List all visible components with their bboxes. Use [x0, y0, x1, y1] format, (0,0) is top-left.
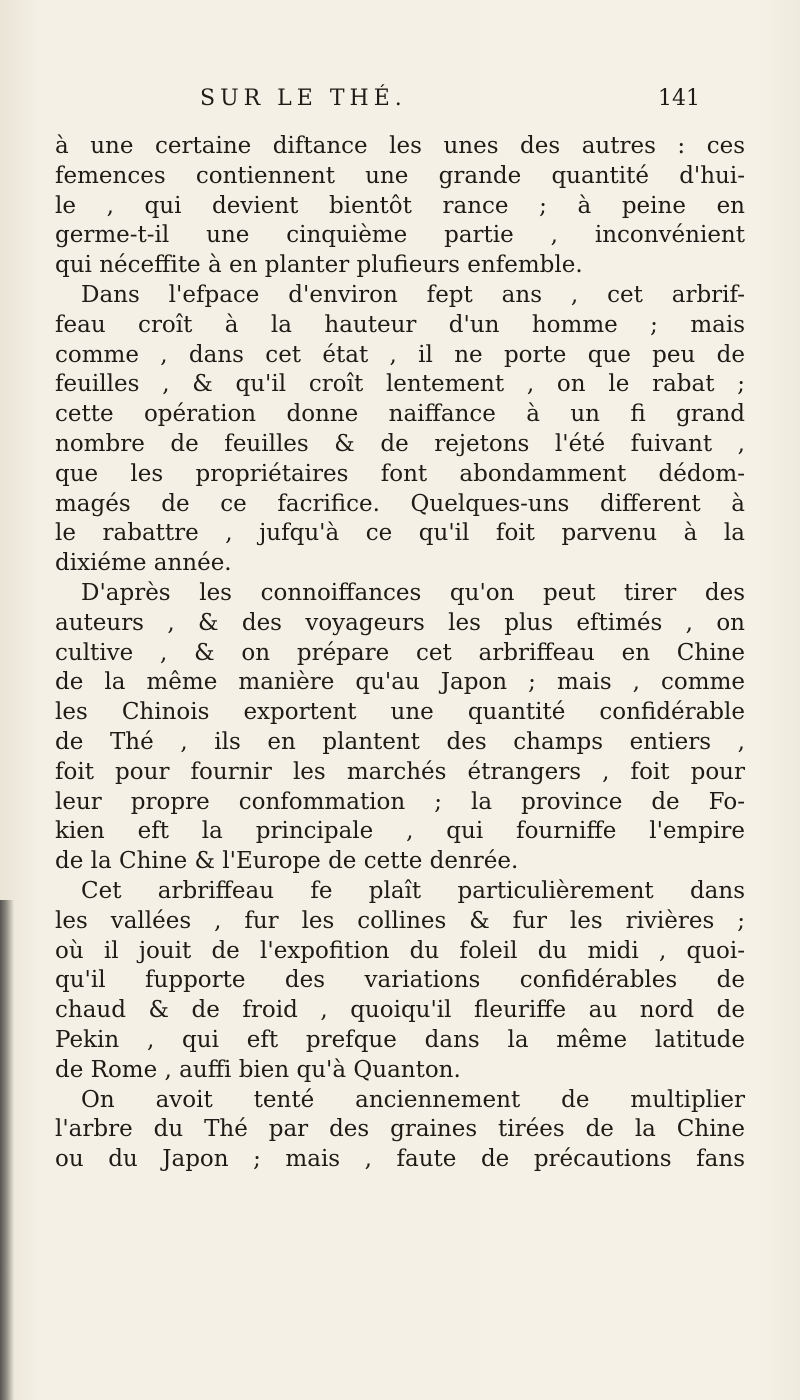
text-line: dixiéme année. — [55, 550, 232, 577]
paragraph-first-line: Dans l'efpace d'environ fept ans , cet arbrif- — [81, 281, 745, 308]
paragraph-first-line: D'après les connoiffances qu'on peut tirer des — [81, 579, 745, 606]
page-header — [200, 86, 700, 116]
text-line: cette opération donne naiffance à un fi grand — [55, 401, 745, 428]
text-line: ou du Japon ; mais , faute de précautions fans — [55, 1146, 745, 1173]
paragraph-first-line: On avoit tenté anciennement de multiplier — [81, 1086, 745, 1113]
text-line: feuilles , & qu'il croît lentement , on le rabat ; — [55, 371, 745, 398]
text-line: le rabattre , jufqu'à ce qu'il foit parvenu à la — [55, 520, 745, 547]
text-line: qu'il fupporte des variations confidérables de — [55, 967, 745, 994]
body-text — [55, 132, 745, 1175]
text-line: qui néceffite à en planter plufieurs enfemble. — [55, 252, 583, 279]
text-line: à une certaine diftance les unes des autres : ces — [55, 133, 745, 159]
text-line: le , qui devient bientôt rance ; à peine en — [55, 192, 745, 219]
text-line: foit pour fournir les marchés étrangers , foit pour — [55, 758, 745, 785]
text-line: où il jouit de l'expofition du foleil du midi , quoi- — [55, 937, 745, 964]
text-line: que les propriétaires font abondamment dédom- — [55, 460, 745, 487]
text-line: kien eft la principale , qui fourniffe l'empire — [55, 818, 745, 845]
text-line: les vallées , fur les collines & fur les rivières ; — [55, 907, 745, 934]
binding-shadow — [0, 900, 14, 1400]
text-line: magés de ce facrifice. Quelques-uns different à — [55, 490, 745, 517]
text-line: auteurs , & des voyageurs les plus eftimés , on — [55, 609, 745, 636]
text-line: leur propre confommation ; la province de Fo- — [55, 788, 745, 815]
text-line: feau croît à la hauteur d'un homme ; mais — [55, 311, 745, 338]
text-line: cultive , & on prépare cet arbriffeau en Chine — [55, 639, 745, 666]
text-line: germe-t-il une cinquième partie , inconvénient — [55, 222, 745, 249]
text-line: chaud & de froid , quoiqu'il fleuriffe au nord de — [55, 997, 745, 1024]
text-line: les Chinois exportent une quantité confidérable — [55, 699, 745, 726]
text-line: de la Chine & l'Europe de cette denrée. — [55, 848, 519, 875]
text-line: de la même manière qu'au Japon ; mais , comme — [55, 669, 745, 696]
paragraph-first-line: Cet arbriffeau fe plaît particulièrement dans — [81, 877, 745, 904]
text-line: de Thé , ils en plantent des champs entiers , — [55, 728, 745, 755]
text-line: l'arbre du Thé par des graines tirées de la Chine — [55, 1116, 745, 1143]
running-head: SUR LE THÉ. — [200, 86, 407, 111]
text-line: comme , dans cet état , il ne porte que peu de — [55, 341, 745, 368]
page-number: 141 — [658, 86, 700, 111]
text-line: de Rome , auffi bien qu'à Quanton. — [55, 1056, 461, 1083]
text-line: Pekin , qui eft prefque dans la même latitude — [55, 1026, 745, 1053]
text-line: femences contiennent une grande quantité d'hui- — [55, 162, 745, 189]
text-line: nombre de feuilles & de rejetons l'été fuivant , — [55, 430, 745, 457]
